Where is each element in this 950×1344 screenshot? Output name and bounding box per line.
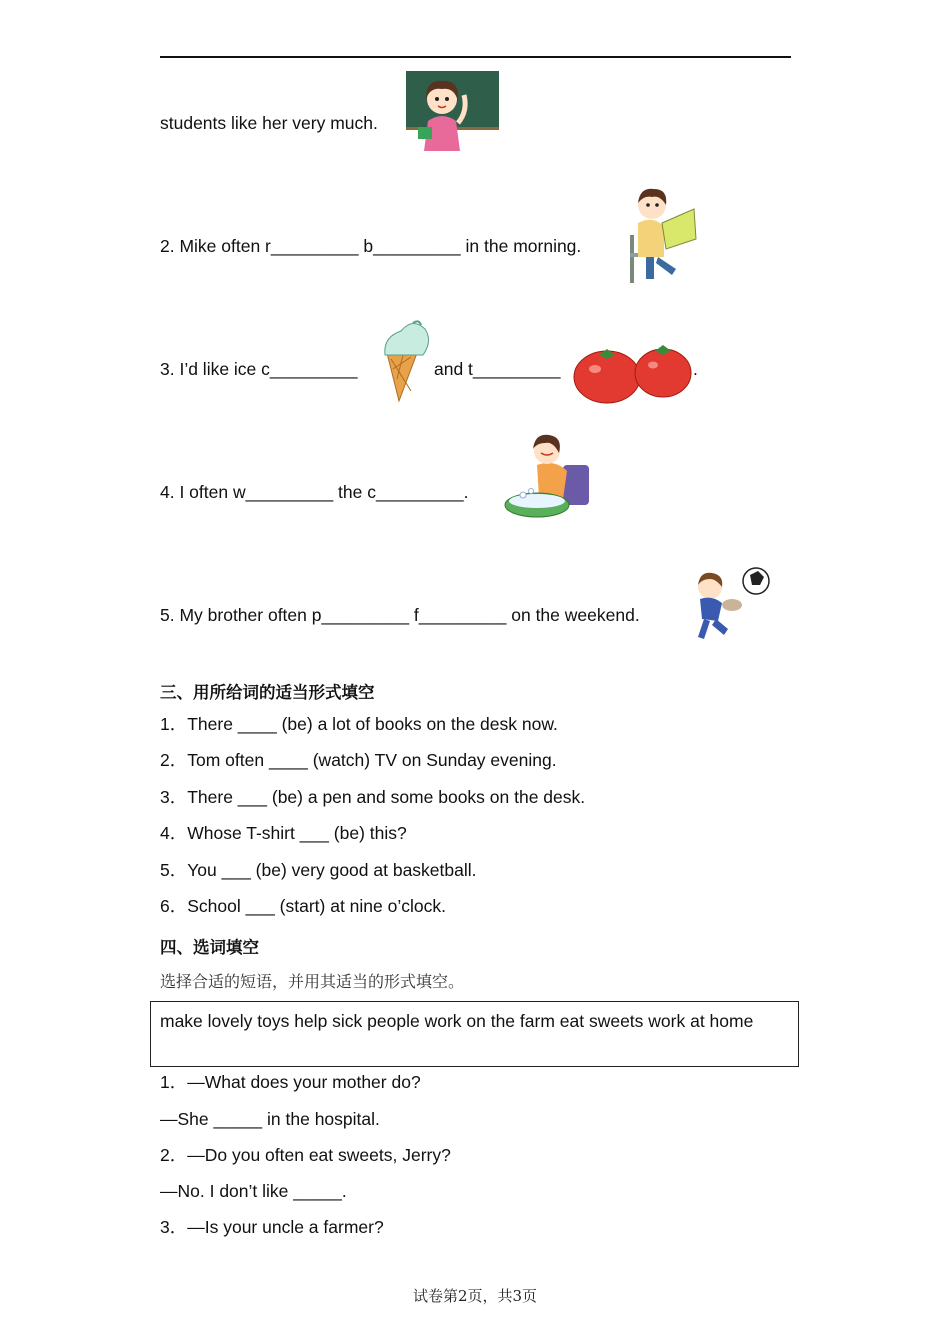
section4-item-3-question: 3．—Is your uncle a farmer? — [160, 1217, 384, 1237]
page-footer: 试卷第2页，共3页 — [412, 1287, 538, 1305]
section3-item-1: 1．There ____ (be) a lot of books on the desk now. — [160, 714, 558, 734]
section4-item-2-answer: —No. I don’t like _____. — [160, 1181, 347, 1201]
teacher-picture — [406, 71, 499, 151]
boy-reading-picture — [624, 183, 698, 286]
ice-cream-picture — [383, 319, 433, 403]
picture-item-5-text: 5. My brother often p_________ f_________ on the weekend. — [160, 605, 640, 625]
section3-item-4: 4．Whose T-shirt ___ (be) this? — [160, 823, 407, 843]
tomatoes-picture — [573, 345, 693, 405]
word-box-text: make lovely toys help sick people work on the farm eat sweets work at home — [160, 1011, 754, 1031]
section4-title: 四、选词填空 — [160, 938, 259, 957]
section3-item-5: 5．You ___ (be) very good at basketball. — [160, 860, 477, 880]
picture-item-4-text: 4. I often w_________ the c_________. — [160, 482, 469, 502]
boy-playing-football-picture — [688, 565, 773, 645]
section3-item-2: 2．Tom often ____ (watch) TV on Sunday evening. — [160, 750, 557, 770]
section3-title: 三、用所给词的适当形式填空 — [160, 683, 375, 702]
picture-item-1-text: students like her very much. — [160, 113, 378, 133]
section3-item-3: 3．There ___ (be) a pen and some books on the desk. — [160, 787, 586, 807]
section4-instruction: 选择合适的短语，并用其适当的形式填空。 — [160, 972, 465, 991]
section4-item-1-question: 1．—What does your mother do? — [160, 1072, 421, 1092]
picture-item-3-text-b: and t_________ — [434, 359, 561, 379]
girl-washing-clothes-picture — [501, 431, 595, 529]
section4-item-2-question: 2．—Do you often eat sweets, Jerry? — [160, 1145, 451, 1165]
top-rule — [160, 56, 791, 58]
picture-item-3-text-c: . — [693, 359, 698, 379]
section3-item-6: 6．School ___ (start) at nine o’clock. — [160, 896, 446, 916]
section4-item-1-answer: —She _____ in the hospital. — [160, 1109, 380, 1129]
picture-item-2-text: 2. Mike often r_________ b_________ in the morning. — [160, 236, 582, 256]
word-box — [150, 1001, 799, 1067]
picture-item-3-text-a: 3. I’d like ice c_________ — [160, 359, 358, 379]
